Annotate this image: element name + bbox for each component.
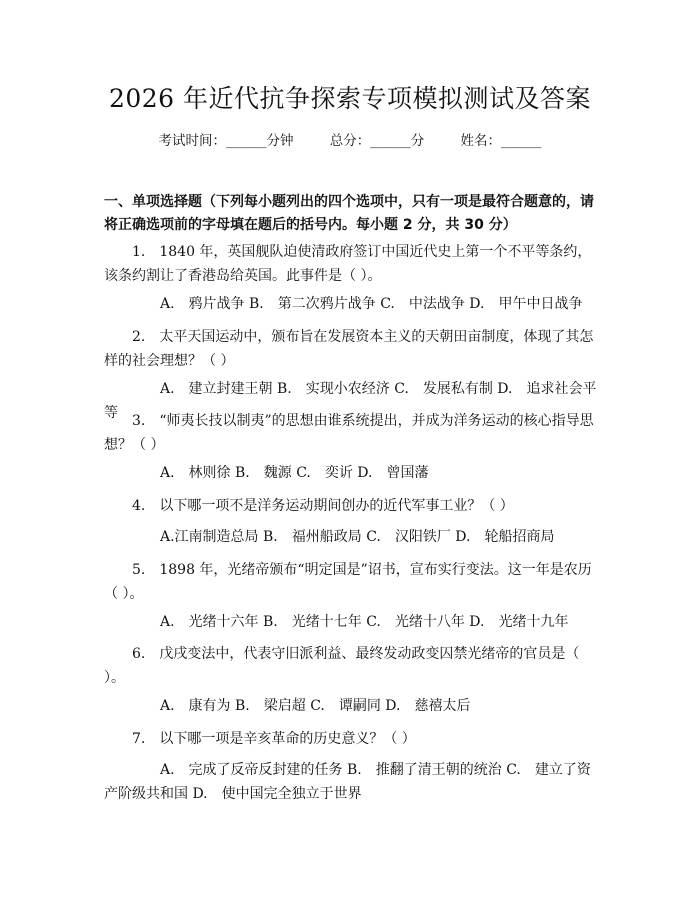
question-7-options: A. 完成了反帝反封建的任务 B. 推翻了清王朝的统治 C. 建立了资产阶级共和国 D. 使中国完全独立于世界 xyxy=(104,762,591,802)
question-4-options: A.江南制造总局 B. 福州船政局 C. 汉阳铁厂 D. 轮船招商局 xyxy=(160,529,555,545)
question-1-options: A. 鸦片战争 B. 第二次鸦片战争 C. 中法战争 D. 甲午中日战争 xyxy=(160,296,583,312)
page-title: 2026 年近代抗争探索专项模拟测试及答案 xyxy=(108,84,592,113)
question-3-stem: 3. “师夷长技以制夷”的思想由谁系统提出，并成为洋务运动的核心指导思想？（ ） xyxy=(104,413,594,453)
question-3-options: A. 林则徐 B. 魏源 C. 奕䜣 D. 曾国藩 xyxy=(160,465,429,481)
exam-time: 考试时间：______分钟 xyxy=(158,133,294,149)
question-5-stem: 5. 1898 年，光绪帝颁布“明定国是”诏书，宣布实行变法。这一年是农历（ ）。 xyxy=(104,562,592,602)
question-1-stem: 1. 1840 年，英国舰队迫使清政府签订中国近代史上第一个不平等条约，该条约割让了香港岛给英国。此事件是（ ）。 xyxy=(104,244,592,284)
question-2-stem: 2. 太平天国运动中，颁布旨在发展资本主义的天朝田亩制度，体现了其怎样的社会理想？（ ） xyxy=(104,329,594,369)
section-heading: 一、单项选择题（下列每小题列出的四个选项中，只有一项是最符合题意的，请将正确选项前的字母填在题后的括号内。每小题 2 分，共 30 分） xyxy=(104,194,594,233)
question-4-stem: 4. 以下哪一项不是洋务运动期间创办的近代军事工业？（ ） xyxy=(132,498,514,514)
question-6-options: A. 康有为 B. 梁启超 C. 谭嗣同 D. 慈禧太后 xyxy=(160,698,471,714)
exam-score: 总分：______分 xyxy=(329,133,425,149)
exam-name: 姓名：______ xyxy=(460,133,542,149)
question-6-stem: 6. 戊戌变法中，代表守旧派利益、最终发动政变囚禁光绪帝的官员是（ ）。 xyxy=(104,646,580,686)
question-2-options: A. 建立封建王朝 B. 实现小农经济 C. 发展私有制 D. 追求社会平等 xyxy=(104,381,597,421)
question-5-options: A. 光绪十六年 B. 光绪十七年 C. 光绪十八年 D. 光绪十九年 xyxy=(160,614,569,630)
exam-meta xyxy=(0,131,700,151)
question-7-stem: 7. 以下哪一项是辛亥革命的历史意义？（ ） xyxy=(132,731,416,747)
